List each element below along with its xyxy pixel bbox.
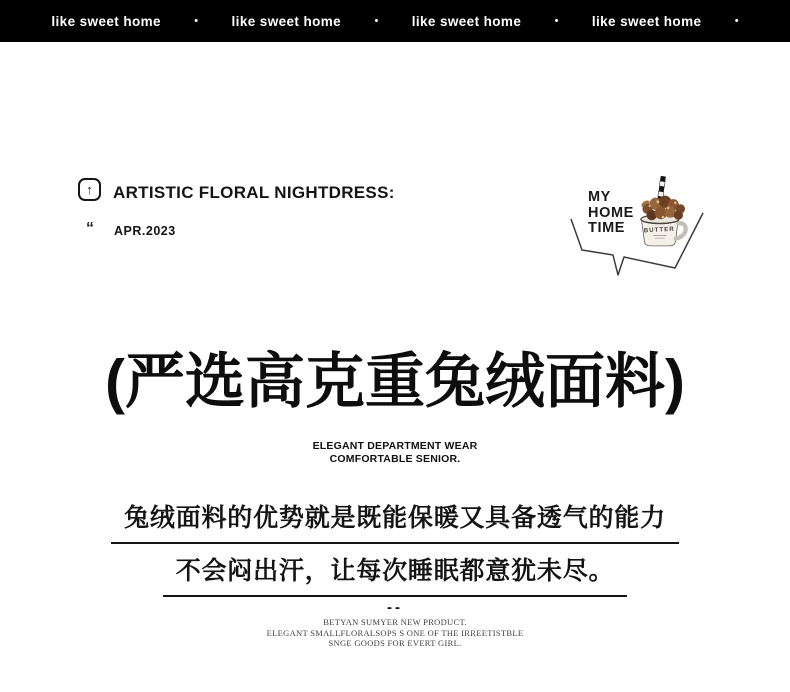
divider-dashes: -- bbox=[387, 599, 403, 616]
date-label: APR.2023 bbox=[114, 224, 176, 238]
page-title: ARTISTIC FLORAL NIGHTDRESS: bbox=[113, 183, 395, 202]
separator-dot-icon: • bbox=[734, 14, 739, 27]
separator-dot-icon: • bbox=[554, 14, 559, 27]
description-line-1: 兔绒面料的优势就是既能保暖又具备透气的能力 bbox=[111, 498, 679, 544]
hero-subtitle-line-2: COMFORTABLE SENIOR. bbox=[329, 453, 461, 465]
separator-dot-icon: • bbox=[194, 14, 199, 27]
description-block bbox=[0, 498, 790, 604]
brand-wordmark: like sweet home bbox=[591, 13, 702, 29]
footer-caption bbox=[0, 617, 790, 649]
brand-wordmark: like sweet home bbox=[231, 13, 342, 29]
footer-line-3: SNGE GOODS FOR EVERT GIRL. bbox=[328, 638, 462, 648]
footer-line-2: ELEGANT SMALLFLORALSOPS S ONE OF THE IRREETISTBLE bbox=[266, 627, 524, 638]
mug-label: BUTTER bbox=[643, 225, 676, 235]
description-line-2: 不会闷出汗，让每次睡眠都意犹未尽。 bbox=[163, 551, 628, 597]
hero-headline: (严选高克重兔绒面料) bbox=[105, 348, 685, 415]
badge-line: TIME bbox=[588, 220, 626, 236]
speech-bubble-outline-icon bbox=[568, 210, 706, 286]
brand-wordmark: like sweet home bbox=[51, 13, 161, 29]
badge-line: HOME bbox=[588, 204, 634, 221]
badge-line: MY bbox=[588, 189, 611, 205]
brand-wordmark: like sweet home bbox=[411, 13, 522, 29]
quote-mark-icon: “ bbox=[86, 220, 94, 237]
footer-line-1: BETYAN SUMYER NEW PRODUCT. bbox=[323, 617, 467, 627]
up-arrow-glyph: ↑ bbox=[86, 182, 93, 197]
separator-dot-icon: • bbox=[374, 14, 379, 27]
topbar bbox=[0, 0, 790, 42]
up-arrow-icon bbox=[78, 178, 101, 201]
hero-subtitle bbox=[0, 440, 790, 466]
hero-subtitle-line-1: ELEGANT DEPARTMENT WEAR bbox=[312, 440, 478, 452]
